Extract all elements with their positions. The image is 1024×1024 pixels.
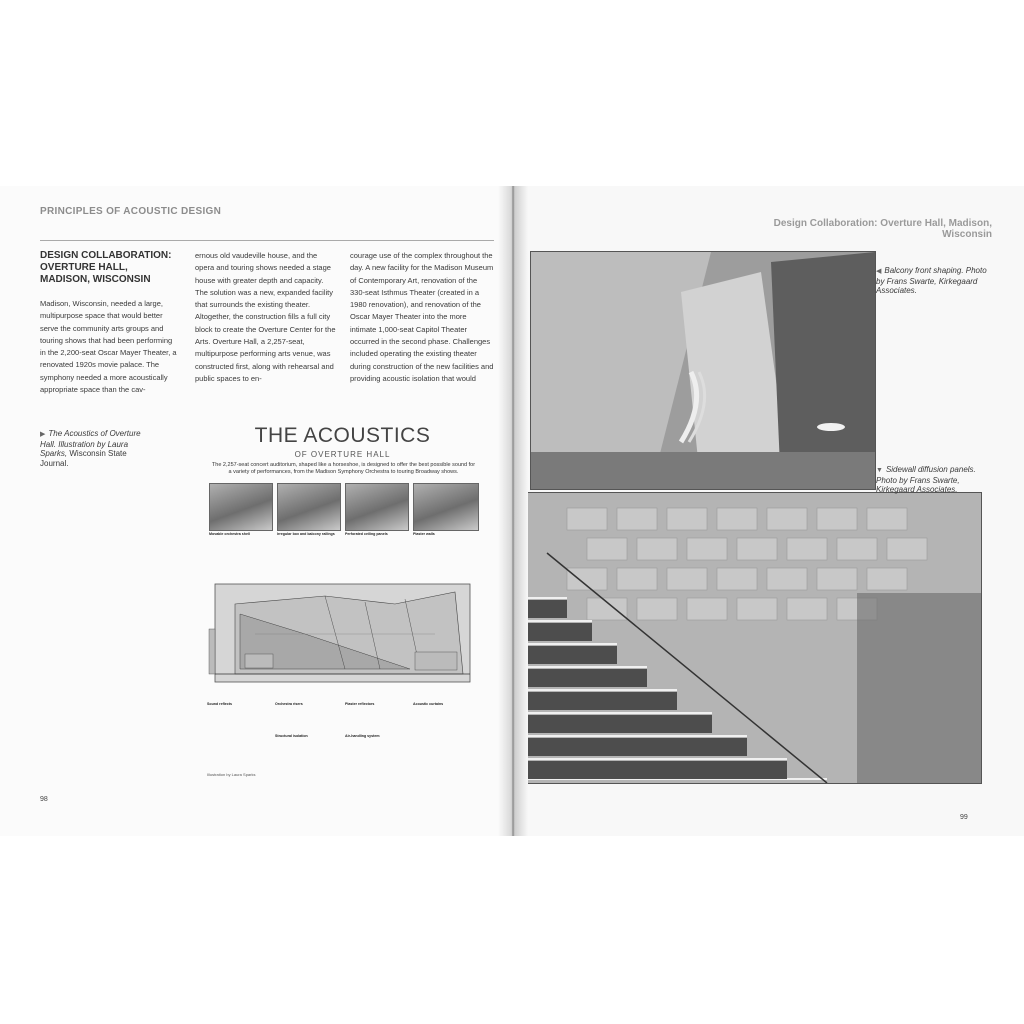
caption-marker-icon: ◀ — [876, 268, 882, 275]
photo-caption-balcony — [876, 266, 991, 296]
running-head: Design Collaboration: Overture Hall, Madison, Wisconsin — [773, 218, 992, 240]
hall-section-diagram — [205, 574, 480, 694]
illustration-note: Air-handling system — [345, 734, 380, 738]
page-number: 99 — [960, 814, 968, 821]
running-head: PRINCIPLES OF ACOUSTIC DESIGN — [40, 206, 222, 217]
sidewall-photo — [526, 492, 982, 784]
right-page — [512, 186, 1024, 836]
caption-marker-icon: ▶ — [40, 431, 46, 438]
illustration-note: Movable orchestra shell — [209, 532, 250, 536]
photo-caption-sidewall — [876, 465, 991, 495]
illustration-thumbnail — [345, 483, 409, 531]
header-rule — [40, 240, 494, 241]
illustration-note: Acoustic curtains — [413, 702, 444, 706]
illustration-thumbnail — [413, 483, 479, 531]
illustration-note: Orchestra risers — [275, 702, 303, 706]
body-column-1: Madison, Wisconsin, needed a large, multipurpose space that would better serve the community arts groups and touring shows that had been performing in the 2,200-seat Oscar Mayer Theater, a renovated 1920s movie palace. The symphony needed a more acoustically appropriate space than the cav- — [40, 299, 177, 395]
illustration-note: Plaster reflectors — [345, 702, 375, 706]
acoustics-illustration — [205, 424, 480, 786]
illustration-note: Irregular box and balcony railings — [277, 532, 335, 536]
illustration-credit: Illustration by Laura Sparks — [207, 772, 256, 777]
page-number: 98 — [40, 796, 48, 803]
balcony-photo-image — [531, 252, 875, 489]
illustration-note: Plaster walls — [413, 532, 435, 536]
illustration-title: THE ACOUSTICS — [254, 424, 431, 447]
illustration-subtitle: OF OVERTURE HALL — [294, 450, 391, 459]
caption-text: Balcony front shaping. Photo by Frans Swarte, Kirkegaard Associates. — [876, 266, 987, 295]
caption-italic: The Acoustics of Overture Hall. Illustration by Laura Sparks, — [40, 429, 141, 458]
balcony-photo — [530, 251, 876, 490]
caption-text: Sidewall diffusion panels. Photo by Frans Swarte, Kirkegaard Associates. — [876, 465, 976, 494]
illustration-note: Perforated ceiling panels — [345, 532, 388, 536]
section-title: DESIGN COLLABORATION: OVERTURE HALL, MADISON, WISCONSIN — [40, 250, 172, 285]
illustration-thumbnail — [209, 483, 273, 531]
caption-source: Wisconsin State Journal. — [40, 449, 127, 468]
illustration-description: The 2,257-seat concert auditorium, shaped like a horseshoe, is designed to offer the best possible sound for a variety of performances, from the Madison Symphony Orchestra to touring Broadway shows. — [211, 462, 476, 475]
caption-marker-icon: ▼ — [876, 467, 883, 474]
illustration-note: Sound reflects — [207, 702, 232, 706]
illustration-caption — [40, 429, 155, 468]
sidewall-photo-image — [527, 493, 981, 783]
illustration-note: Structural isolation — [275, 734, 308, 738]
body-column-3: courage use of the complex throughout the day. A new facility for the Madison Museum of Contemporary Art, renovation of the 330-seat Isthmus Theater (created in a 1980 renovation), and renovation of the Oscar Mayer Theater into the more intimate 1,000-seat Capitol Theater occurred in the second phase. Challenges included operating the existing theater during construction of the new facilities and providing acoustic isolation that would — [350, 251, 494, 383]
book-gutter — [498, 186, 528, 836]
body-column-2: ernous old vaudeville house, and the opera and touring shows needed a stage house with greater depth and capacity. The solution was a new, expanded facility that surrounds the existing theater. Altogether, the construction fills a full city block to create the Overture Center for the Arts. Overture Hall, a 2,257-seat, multipurpose performing arts venue, was constructed first, along with rehearsal and public spaces to en- — [195, 251, 336, 383]
book-spread — [0, 186, 1024, 836]
illustration-thumbnail — [277, 483, 341, 531]
left-page — [0, 186, 512, 836]
